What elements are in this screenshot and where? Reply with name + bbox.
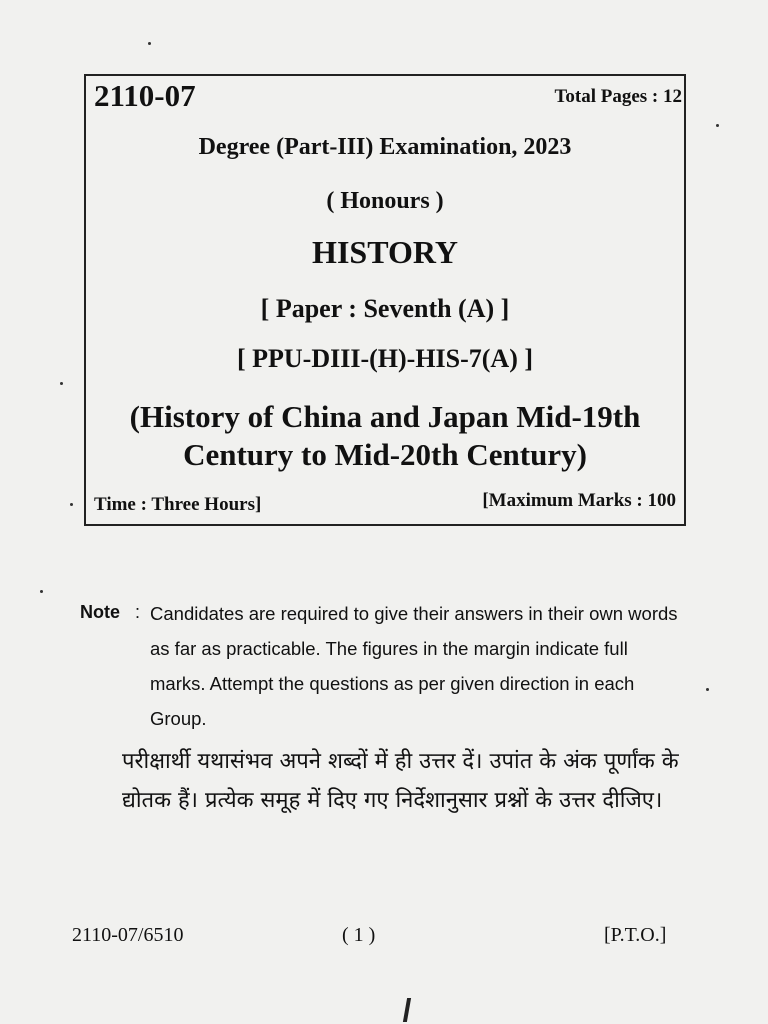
header-box (84, 74, 686, 526)
footer-code: 2110-07/6510 (72, 924, 184, 946)
paper-name: [ Paper : Seventh (A) ] (260, 294, 510, 323)
paper-id: [ PPU-DIII-(H)-HIS-7(A) ] (236, 344, 534, 373)
scan-speck (716, 124, 719, 127)
subject-title: HISTORY (312, 234, 458, 270)
course-title-line-1: (History of China and Japan Mid-19th (129, 399, 641, 434)
total-pages: Total Pages : 12 (554, 86, 682, 107)
note-label: Note (80, 602, 120, 622)
note-separator: : (135, 602, 141, 622)
honours-label: ( Honours ) (326, 188, 444, 214)
time-allowed: Time : Three Hours] (94, 494, 262, 515)
exam-title: Degree (Part-III) Examination, 2023 (198, 134, 572, 160)
scan-speck (70, 503, 73, 506)
maximum-marks: [Maximum Marks : 100 (482, 490, 676, 511)
scan-speck (60, 382, 63, 385)
note-text: Candidates are required to give their answers in their own words as far as practicable. The figures in the margin indicate full marks. Attempt the questions as per given direction in each Group. (150, 603, 678, 729)
course-title-line-2: Century to Mid-20th Century) (183, 437, 587, 472)
scan-speck (706, 688, 709, 691)
paper-code: 2110-07 (94, 78, 196, 113)
course-title (86, 398, 684, 474)
page-number: ( 1 ) (342, 924, 376, 946)
scan-speck (40, 590, 43, 593)
please-turn-over: [P.T.O.] (604, 924, 667, 946)
note-text-hindi: परीक्षार्थी यथासंभव अपने शब्दों में ही उत्तर दें। उपांत के अंक पूर्णांक के द्योतक हैं। प्रत्येक समूह में दिए गए निर्देशानुसार प्रश्नों के उत्तर दीजिए। (122, 749, 679, 813)
scan-speck (148, 42, 151, 45)
scan-mark (403, 998, 411, 1022)
